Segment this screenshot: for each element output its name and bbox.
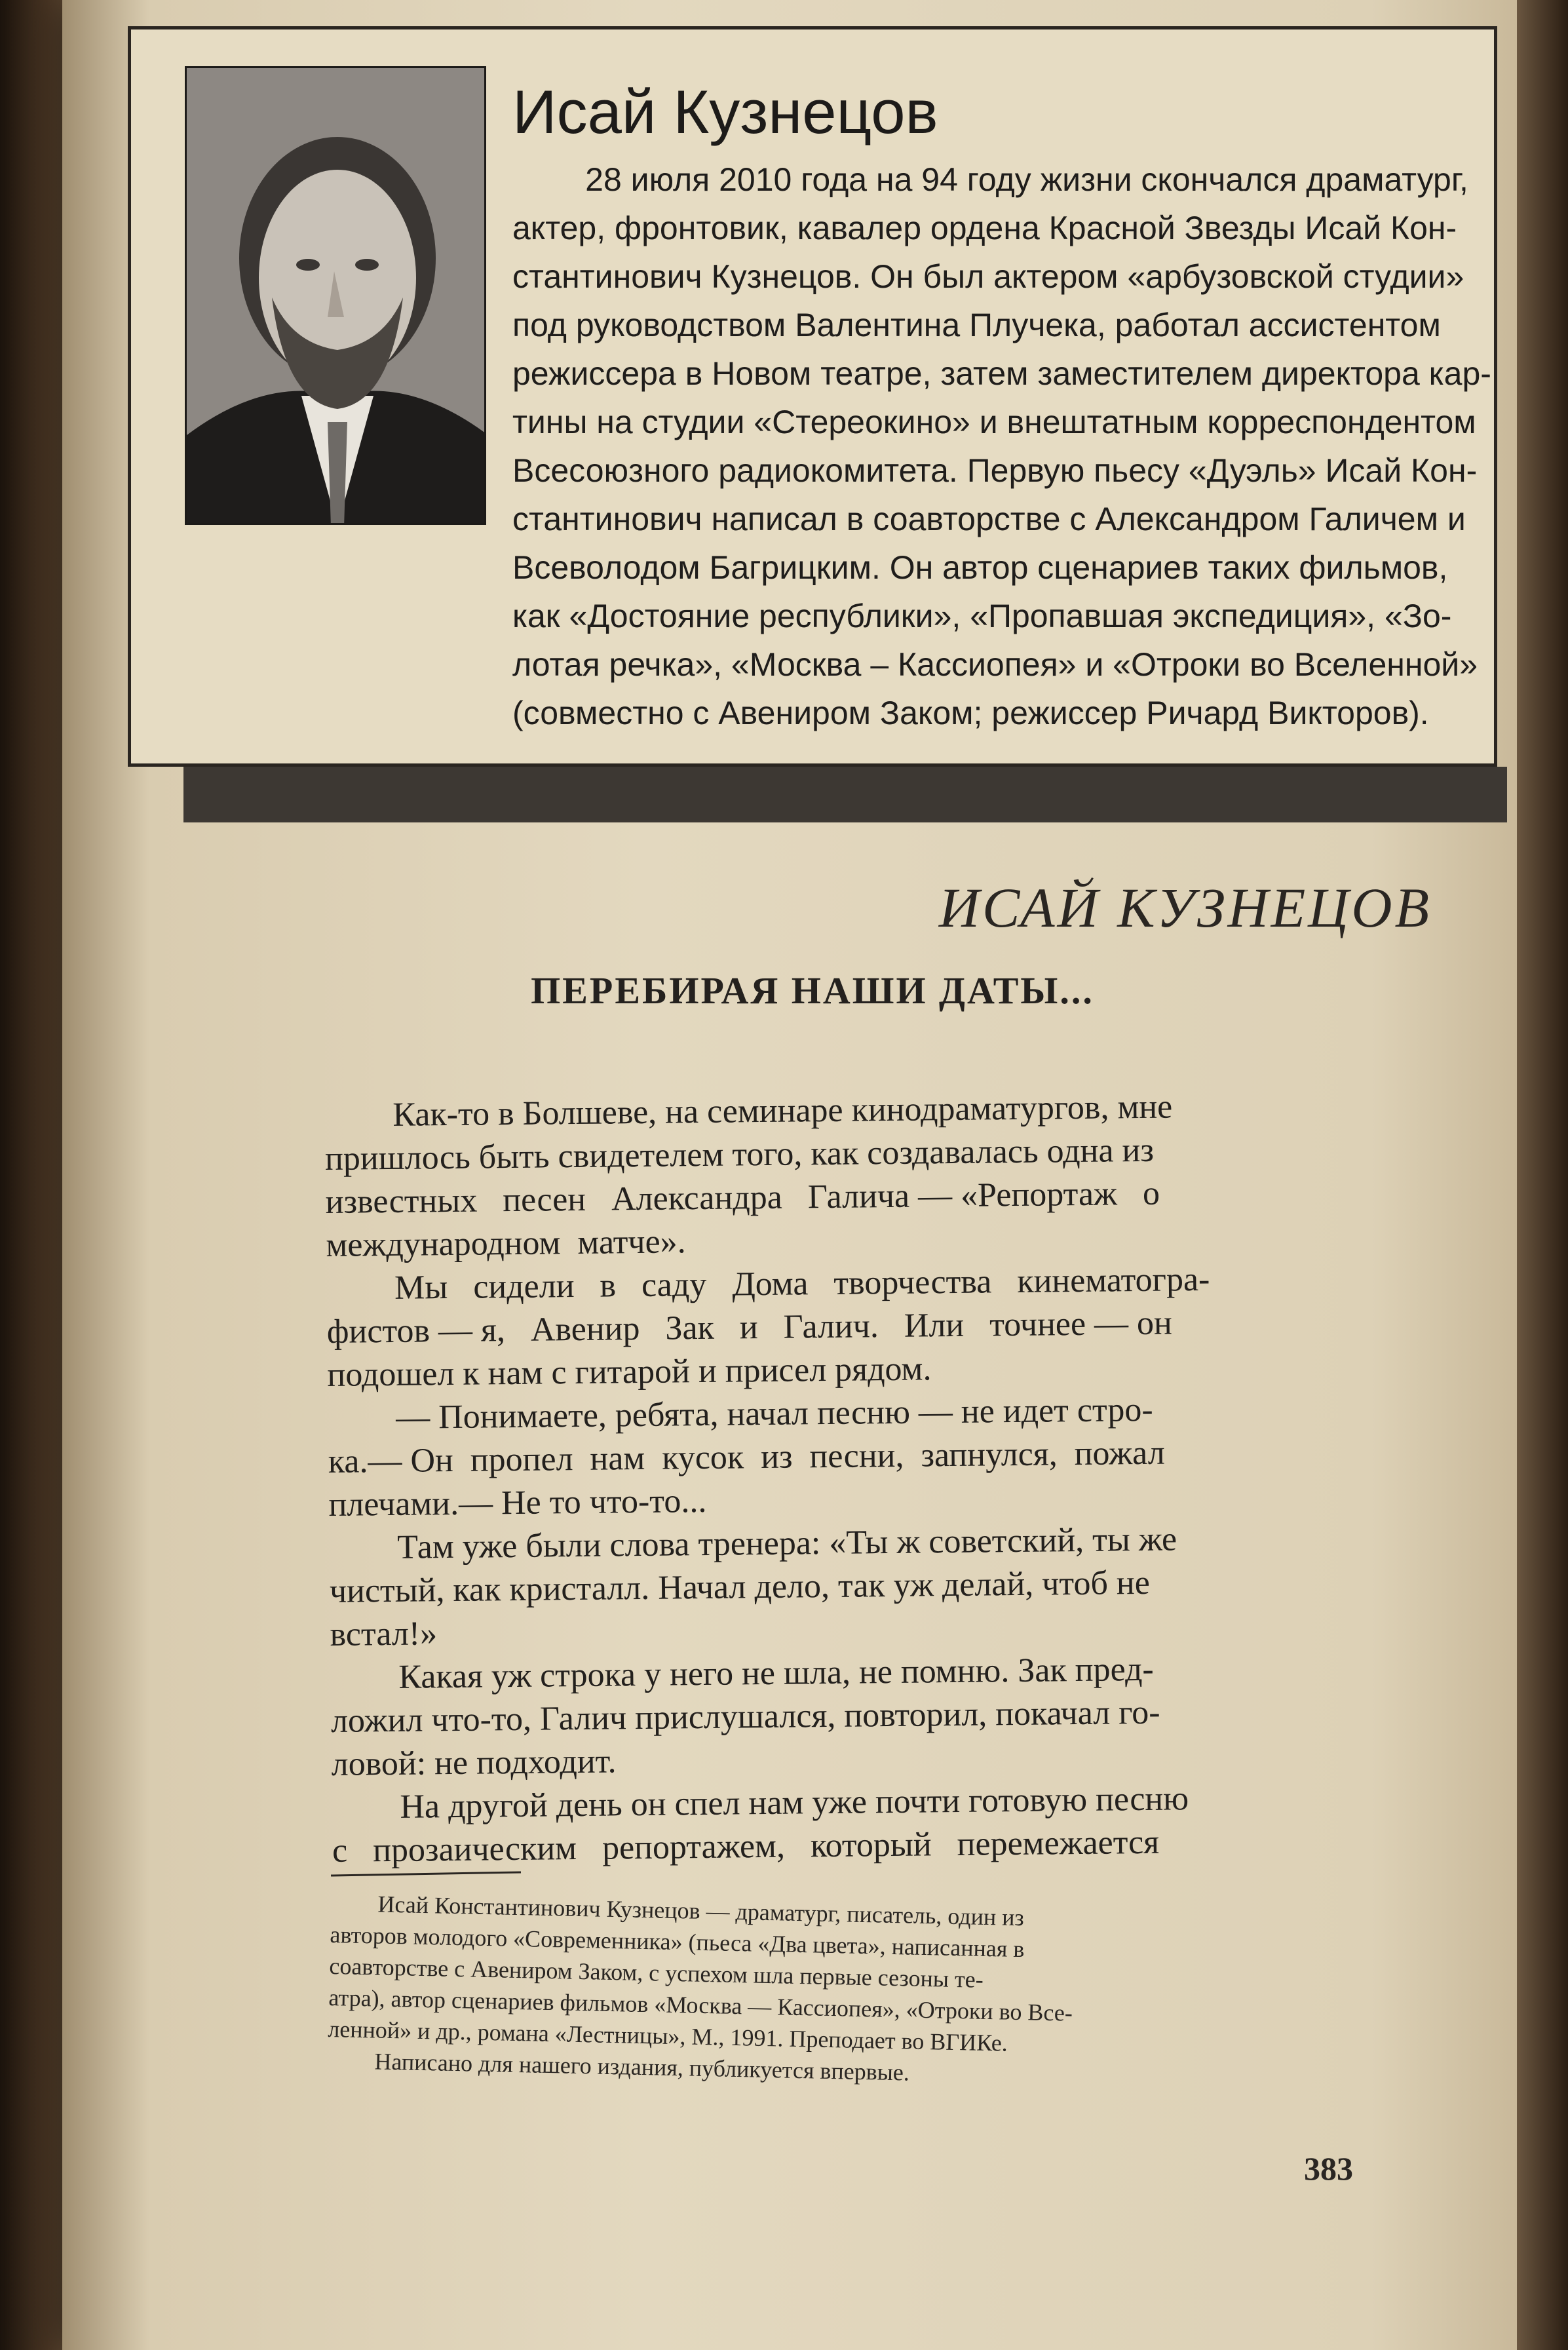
article-body (324, 1083, 1413, 1873)
body-line: ловой: не подходит. (331, 1743, 617, 1783)
obituary-line: тины на студии «Стереокино» и внештатным корреспондентом (512, 404, 1476, 440)
obituary-name: Исай Кузнецов (512, 77, 938, 146)
body-line: фистов — я, Авенир Зак и Галич. Или точнее — он (326, 1304, 1173, 1351)
obituary-box (128, 26, 1497, 767)
obituary-text (512, 155, 1495, 737)
obituary-box-shadow (183, 767, 1507, 822)
body-line: Какая уж строка у него не шла, не помню. Зак пред- (330, 1650, 1154, 1697)
obituary-line: Всеволодом Багрицким. Он автор сценариев таких фильмов, (512, 549, 1448, 586)
body-line: — Понимаете, ребята, начал песню — не идет стро- (327, 1391, 1153, 1437)
obituary-line: как «Достояние республики», «Пропавшая экспедиция», «Зо- (512, 598, 1452, 634)
portrait-image (187, 68, 486, 525)
body-line: известных песен Александра Галича — «Репортаж о (325, 1174, 1160, 1221)
footnote-line: ленной» и др., романа «Лестницы», М., 1991. Преподает во ВГИКе. (328, 2015, 1008, 2056)
obituary-line: стантинович написал в соавторстве с Александром Галичем и (512, 501, 1466, 537)
book-page (62, 0, 1517, 2350)
footnote-line: авторов молодого «Современника» (пьеса «Два цвета», написанная в (330, 1921, 1025, 1963)
page-number: 383 (1304, 2150, 1353, 2187)
footnote-line: Исай Константинович Кузнецов — драматург, писатель, один из (330, 1889, 1025, 1931)
obituary-line: под руководством Валентина Плучека, работал ассистентом (512, 307, 1441, 343)
article-title: ПЕРЕБИРАЯ НАШИ ДАТЫ... (531, 969, 1094, 1012)
body-line: Мы сидели в саду Дома творчества кинематогра- (326, 1260, 1210, 1307)
body-line: ложил что-то, Галич прислушался, повторил, покачал го- (330, 1693, 1160, 1740)
obituary-line: 28 июля 2010 года на 94 году жизни скончался драматург, (512, 161, 1468, 198)
body-line: международном матче». (326, 1223, 686, 1264)
article-author: ИСАЙ КУЗНЕЦОВ (938, 876, 1432, 939)
footnote-line: Написано для нашего издания, публикуется впервые. (327, 2047, 910, 2086)
body-line: Как-то в Болшеве, на семинаре кинодраматургов, мне (324, 1088, 1173, 1134)
body-line: Там уже были слова тренера: «Ты ж советский, ты же (328, 1520, 1177, 1567)
book-edge (1517, 0, 1568, 2350)
footnote-line: атра), автор сценариев фильмов «Москва — Кассиопея», «Отроки во Все- (328, 1984, 1073, 2026)
body-line: встал!» (330, 1615, 438, 1653)
obituary-line: лотая речка», «Москва – Кассиопея» и «Отроки во Вселенной» (512, 646, 1478, 683)
body-line: с прозаическим репортажем, который перемежается (332, 1823, 1160, 1870)
footnote-line: соавторстве с Авениром Заком, с успехом шла первые сезоны те- (329, 1952, 984, 1993)
body-line: плечами.— Не то что-то... (328, 1482, 707, 1524)
portrait-photo (185, 66, 486, 525)
footnote (327, 1887, 1379, 2098)
body-line: пришлось быть свидетелем того, как создавалась одна из (324, 1131, 1155, 1178)
obituary-line: (совместно с Авениром Заком; режиссер Ричард Викторов). (512, 695, 1429, 731)
obituary-line: Всесоюзного радиокомитета. Первую пьесу «Дуэль» Исай Кон- (512, 452, 1478, 489)
body-line: На другой день он спел нам уже почти готовую песню (332, 1780, 1189, 1826)
body-line: ка.— Он пропел нам кусок из песни, запнулся, пожал (328, 1434, 1165, 1480)
obituary-line: актер, фронтовик, кавалер ордена Красной Звезды Исай Кон- (512, 210, 1457, 246)
obituary-line: стантинович Кузнецов. Он был актером «арбузовской студии» (512, 258, 1464, 295)
obituary-line: режиссера в Новом театре, затем заместителем директора кар- (512, 355, 1491, 392)
body-line: чистый, как кристалл. Начал дело, так уж делай, чтоб не (329, 1564, 1151, 1610)
body-line: подошел к нам с гитарой и присел рядом. (327, 1350, 932, 1394)
